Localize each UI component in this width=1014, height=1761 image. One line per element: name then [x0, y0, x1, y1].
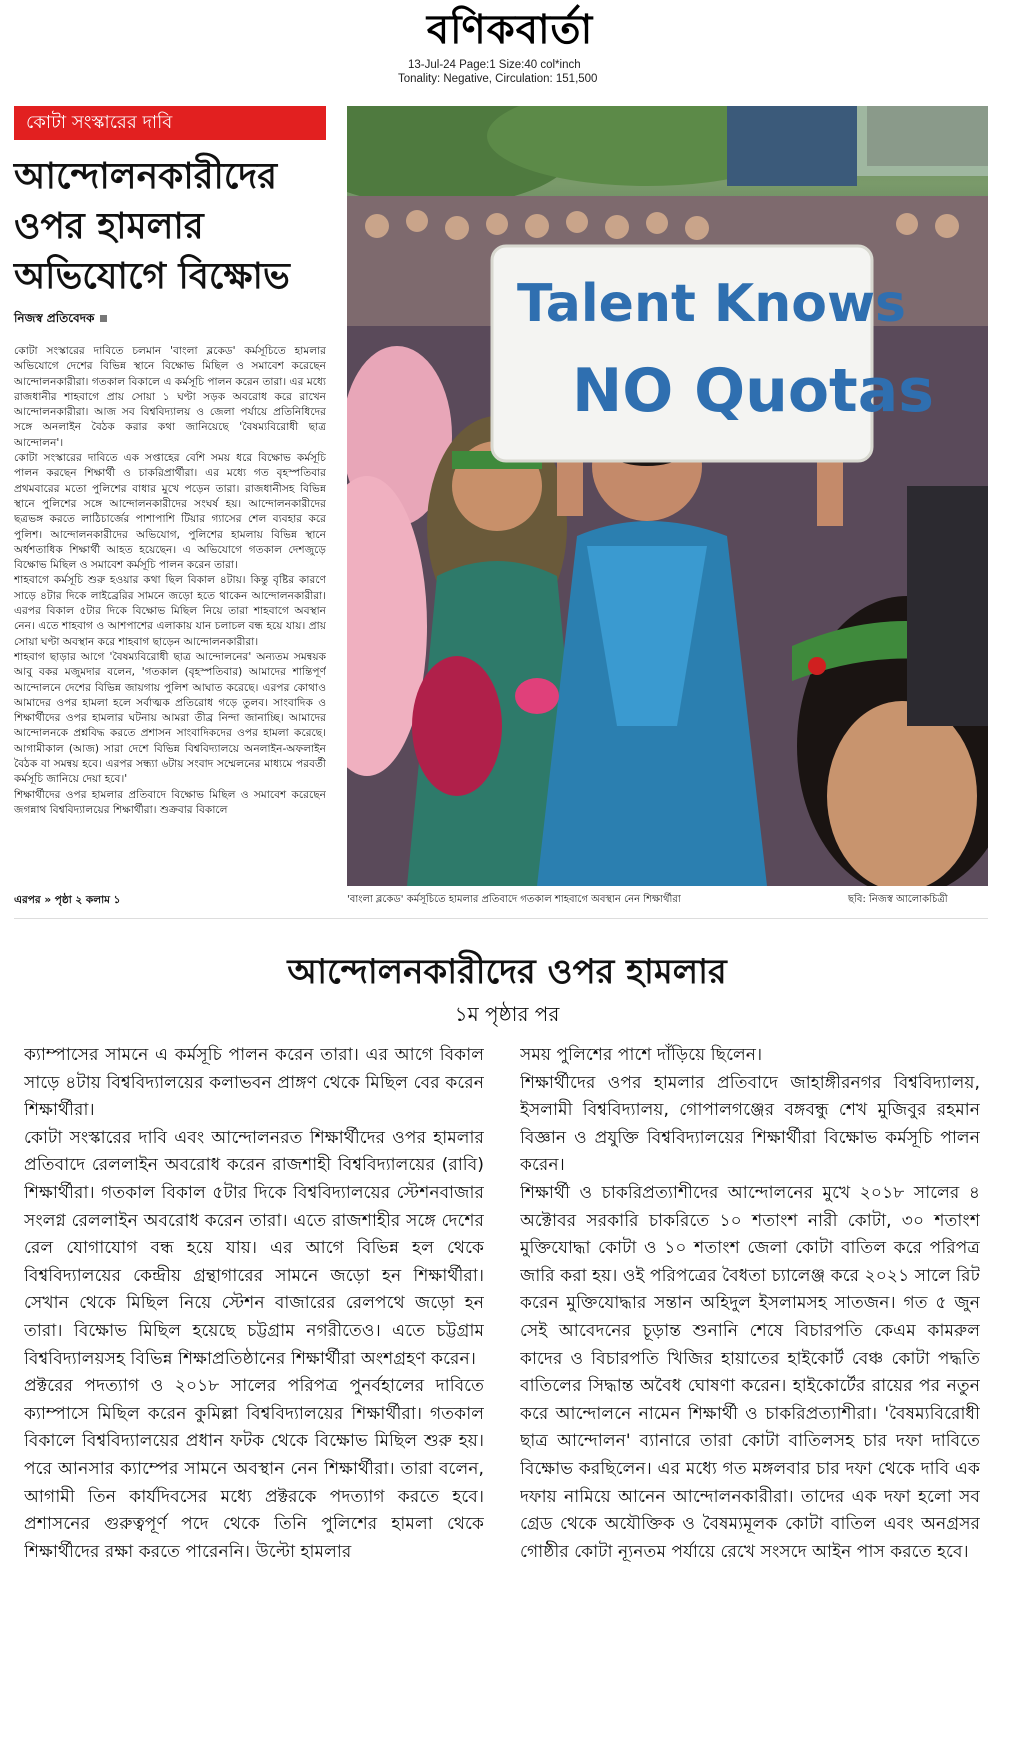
photo-illustration	[347, 106, 988, 886]
article-body	[14, 344, 326, 884]
continued-jump: এরপর » পৃষ্ঠা ২ কলাম ১	[14, 894, 121, 906]
article-paragraph: কোটা সংস্কারের দাবিতে এক সপ্তাহের বেশি সময় ধরে বিক্ষোভ কর্মসূচি পালন করছেন শিক্ষার্থী ও চাকরিপ্রার্থীরা। এর মধ্যে গত বৃহস্পতিবার প্রথমবারের মতো পুলিশের বাধার মুখে পড়েন তারা। রাজধানীসহ বিভিন্ন স্থানে পুলিশের সঙ্গে আন্দোলনকারীদের সংঘর্ষ হয়। আন্দোলনকারীদের ছত্রভঙ্গ করতে লাঠিচার্জের পাশাপাশি টিয়ার গ্যাসের শেল ব্যবহার করে পুলিশ। আন্দোলনকারীদের অভিযোগ, পুলিশের হামলায় বিভিন্ন স্থানে অর্ধশতাধিক শিক্ষার্থী আহত হয়েছেন। এ অভিযোগে গতকাল দেশজুড়ে বিক্ষোভ মিছিল ও সমাবেশ কর্মসূচি পালন করেন তারা।	[14, 452, 326, 572]
continuation-right-column	[520, 1042, 980, 1742]
sign-text-line1: Talent Knows	[517, 274, 906, 334]
protest-photo	[347, 106, 988, 886]
continuation-paragraph: ক্যাম্পাসের সামনে এ কর্মসূচি পালন করেন তারা। এর আগে বিকাল সাড়ে ৪টায় বিশ্ববিদ্যালয়ের কলাভবন প্রাঙ্গণ থেকে মিছিল বের করেন শিক্ষার্থীরা।	[24, 1045, 484, 1121]
article-headline: আন্দোলনকারীদের ওপর হামলার অভিযোগে বিক্ষোভ	[14, 156, 290, 297]
clipping-meta-date: 13-Jul-24 Page:1 Size:40 col*inch	[408, 59, 581, 71]
continuation-subtitle: ১ম পৃষ্ঠার পর	[454, 1002, 560, 1026]
byline-square-icon	[100, 315, 107, 322]
clipping-meta-tonality: Tonality: Negative, Circulation: 151,500	[398, 73, 598, 85]
sign-text-line2: NO Quotas	[572, 356, 934, 426]
section-divider	[14, 918, 988, 919]
newspaper-logo: বণিকবার্তা	[426, 7, 594, 53]
continuation-title: আন্দোলনকারীদের ওপর হামলার	[287, 952, 727, 992]
article-paragraph: শাহবাগ ছাড়ার আগে 'বৈষম্যবিরোধী ছাত্র আন্দোলনের' অন্যতম সমন্বয়ক আবু বকর মজুমদার বলেন, 'গতকাল (বৃহস্পতিবার) আমাদের শান্তিপূর্ণ আন্দোলনে দেশের বিভিন্ন জায়গায় পুলিশ আঘাত করেছে। এরপর কোথাও আমাদের ওপর হামলা হলে সর্বাত্মক প্রতিরোধ গড়ে তুলব। সাংবাদিক ও শিক্ষার্থীদের ওপর হামলার ঘটনায় আমরা তীব্র নিন্দা জানাচ্ছি। আমাদের আন্দোলনকে প্রশ্নবিদ্ধ করতে প্রশাসন সাংবাদিকদের ওপর হামলা করেছে। আগামীকাল (আজ) সারা দেশে বিভিন্ন বিশ্ববিদ্যালয়ে অনলাইন-অফলাইন বৈঠক বা সমন্বয় হবে। এরপর সন্ধ্যা ৬টায় সংবাদ সম্মেলনের মাধ্যমে পরবর্তী কর্মসূচি জানিয়ে দেয়া হবে।'	[14, 650, 326, 786]
continuation-paragraph: শিক্ষার্থী ও চাকরিপ্রত্যাশীদের আন্দোলনের মুখে ২০১৮ সালের ৪ অক্টোবর সরকারি চাকরিতে ১০ শতাংশ নারী কোটা, ৩০ শতাংশ মুক্তিযোদ্ধা কোটা ও ১০ শতাংশ জেলা কোটা বাতিল করে পরিপত্র জারি করা হয়। ওই পরিপত্রের বৈধতা চ্যালেঞ্জ করে ২০২১ সালে রিট করেন মুক্তিযোদ্ধার সন্তান অহিদুল ইসলামসহ সাতজন। গত ৫ জুন সেই আবেদনের চূড়ান্ত শুনানি শেষে বিচারপতি কেএম কামরুল কাদের ও বিচারপতি খিজির হায়াতের হাইকোর্ট বেঞ্চ কোটা পদ্ধতি বাতিলের সিদ্ধান্ত অবৈধ ঘোষণা করেন। হাইকোর্টের রায়ের পর নতুন করে আন্দোলনে নামেন শিক্ষার্থী ও চাকরিপ্রত্যাশীরা। 'বৈষম্যবিরোধী ছাত্র আন্দোলন' ব্যানারে তারা কোটা বাতিলসহ চার দফা দাবিতে বিক্ষোভ করছিলেন। এর মধ্যে গত মঙ্গলবার চার দফা থেকে দাবি এক দফায় নামিয়ে আনেন আন্দোলনকারীরা। তাদের এক দফা হলো সব গ্রেড থেকে অযৌক্তিক ও বৈষম্যমূলক কোটা বাতিল এবং অনগ্রসর গোষ্ঠীর কোটা ন্যূনতম পর্যায়ে রেখে সংসদে আইন পাস করতে হবে।	[520, 1182, 980, 1562]
continuation-paragraph: শিক্ষার্থীদের ওপর হামলার প্রতিবাদে জাহাঙ্গীরনগর বিশ্ববিদ্যালয়, ইসলামী বিশ্ববিদ্যালয়, গোপালগঞ্জের বঙ্গবন্ধু শেখ মুজিবুর রহমান বিজ্ঞান ও প্রযুক্তি বিশ্ববিদ্যালয়ের শিক্ষার্থীরা বিক্ষোভ কর্মসূচি পালন করেন।	[520, 1072, 980, 1176]
byline	[14, 310, 107, 330]
continuation-left-column	[24, 1042, 484, 1742]
article-paragraph: শাহবাগে কর্মসূচি শুরু হওয়ার কথা ছিল বিকাল ৪টায়। কিন্তু বৃষ্টির কারণে সাড়ে ৪টার দিকে লাইব্রেরির সামনে জড়ো হতে থাকেন আন্দোলনকারীরা। এরপর বিকাল ৫টার দিকে বিক্ষোভ মিছিল নিয়ে তারা শাহবাগে অবস্থান নেন। এতে শাহবাগ ও আশপাশের এলাকায় যান চলাচল বন্ধ হয়ে যায়। প্রায় সোয়া ঘণ্টা অবস্থান করে শাহবাগ ছাড়েন আন্দোলনকারীরা।	[14, 574, 326, 648]
continuation-paragraph: কোটা সংস্কারের দাবি এবং আন্দোলনরত শিক্ষার্থীদের ওপর হামলার প্রতিবাদে রেললাইন অবরোধ করেন রাজশাহী বিশ্ববিদ্যালয়ের (রাবি) শিক্ষার্থীরা। গতকাল বিকাল ৫টার দিকে বিশ্ববিদ্যালয়ের স্টেশনবাজার সংলগ্ন রেললাইন অবরোধ করেন তারা। এতে রাজশাহীর সঙ্গে দেশের রেল যোগাযোগ বন্ধ হয়ে যায়। এর আগে বিভিন্ন হল থেকে বিশ্ববিদ্যালয়ের কেন্দ্রীয় গ্রন্থাগারের সামনে জড়ো হন শিক্ষার্থীরা। সেখান থেকে মিছিল নিয়ে স্টেশন বাজারের রেলপথে জড়ো হন তারা। বিক্ষোভ মিছিল হয়েছে চট্টগ্রাম নগরীতেও। এতে চট্টগ্রাম বিশ্ববিদ্যালয়সহ বিভিন্ন শিক্ষাপ্রতিষ্ঠানের শিক্ষার্থীরা অংশগ্রহণ করেন।	[24, 1127, 484, 1369]
masthead	[330, 6, 690, 54]
section-kicker: কোটা সংস্কারের দাবি	[14, 106, 326, 140]
photo-credit: ছবি: নিজস্ব আলোকচিত্রী	[848, 894, 948, 905]
continuation-paragraph: সময় পুলিশের পাশে দাঁড়িয়ে ছিলেন।	[520, 1045, 763, 1065]
byline-text: নিজস্ব প্রতিবেদক	[14, 311, 95, 325]
photo-caption: 'বাংলা ব্লকেড' কর্মসূচিতে হামলার প্রতিবাদে গতকাল শাহবাগে অবস্থান নেন শিক্ষার্থীরা	[347, 894, 681, 905]
article-paragraph: শিক্ষার্থীদের ওপর হামলার প্রতিবাদে বিক্ষোভ মিছিল ও সমাবেশ করেছেন জগন্নাথ বিশ্ববিদ্যালয়ের শিক্ষার্থীরা। শুক্রবার বিকালে	[14, 788, 326, 816]
article-paragraph: কোটা সংস্কারের দাবিতে চলমান 'বাংলা ব্লকেড' কর্মসূচিতে হামলার অভিযোগে দেশের বিভিন্ন স্থানে বিক্ষোভ মিছিল ও সমাবেশ করেছেন আন্দোলনকারীরা। গতকাল বিকালে এ কর্মসূচি পালন করেন তারা। এর মধ্যে রাজধানীর শাহবাগে প্রায় সোয়া ১ ঘণ্টা সড়ক অবরোধ করে রাখেন আন্দোলনকারীরা। আজ সব বিশ্ববিদ্যালয় ও জেলা পর্যায়ে প্রতিনিধিদের সঙ্গে অনলাইন বৈঠক করার কথা জানিয়েছে 'বৈষম্যবিরোধী ছাত্র আন্দোলন'।	[14, 345, 326, 449]
continuation-paragraph: প্রক্টরের পদত্যাগ ও ২০১৮ সালের পরিপত্র পুনর্বহালের দাবিতে ক্যাম্পাসে মিছিল করেন কুমিল্লা বিশ্ববিদ্যালয়ের শিক্ষার্থীরা। গতকাল বিকালে বিশ্ববিদ্যালয়ের প্রধান ফটক থেকে বিক্ষোভ মিছিল শুরু হয়। পরে আনসার ক্যাম্পের সামনে অবস্থান নেন শিক্ষার্থীরা। তারা বলেন, আগামী তিন কার্যদিবসের মধ্যে প্রক্টরকে পদত্যাগ করতে হবে। প্রশাসনের গুরুত্বপূর্ণ পদে থেকে তিনি পুলিশের হামলা থেকে শিক্ষার্থীদের রক্ষা করতে পারেননি। উল্টো হামলার	[24, 1376, 484, 1562]
